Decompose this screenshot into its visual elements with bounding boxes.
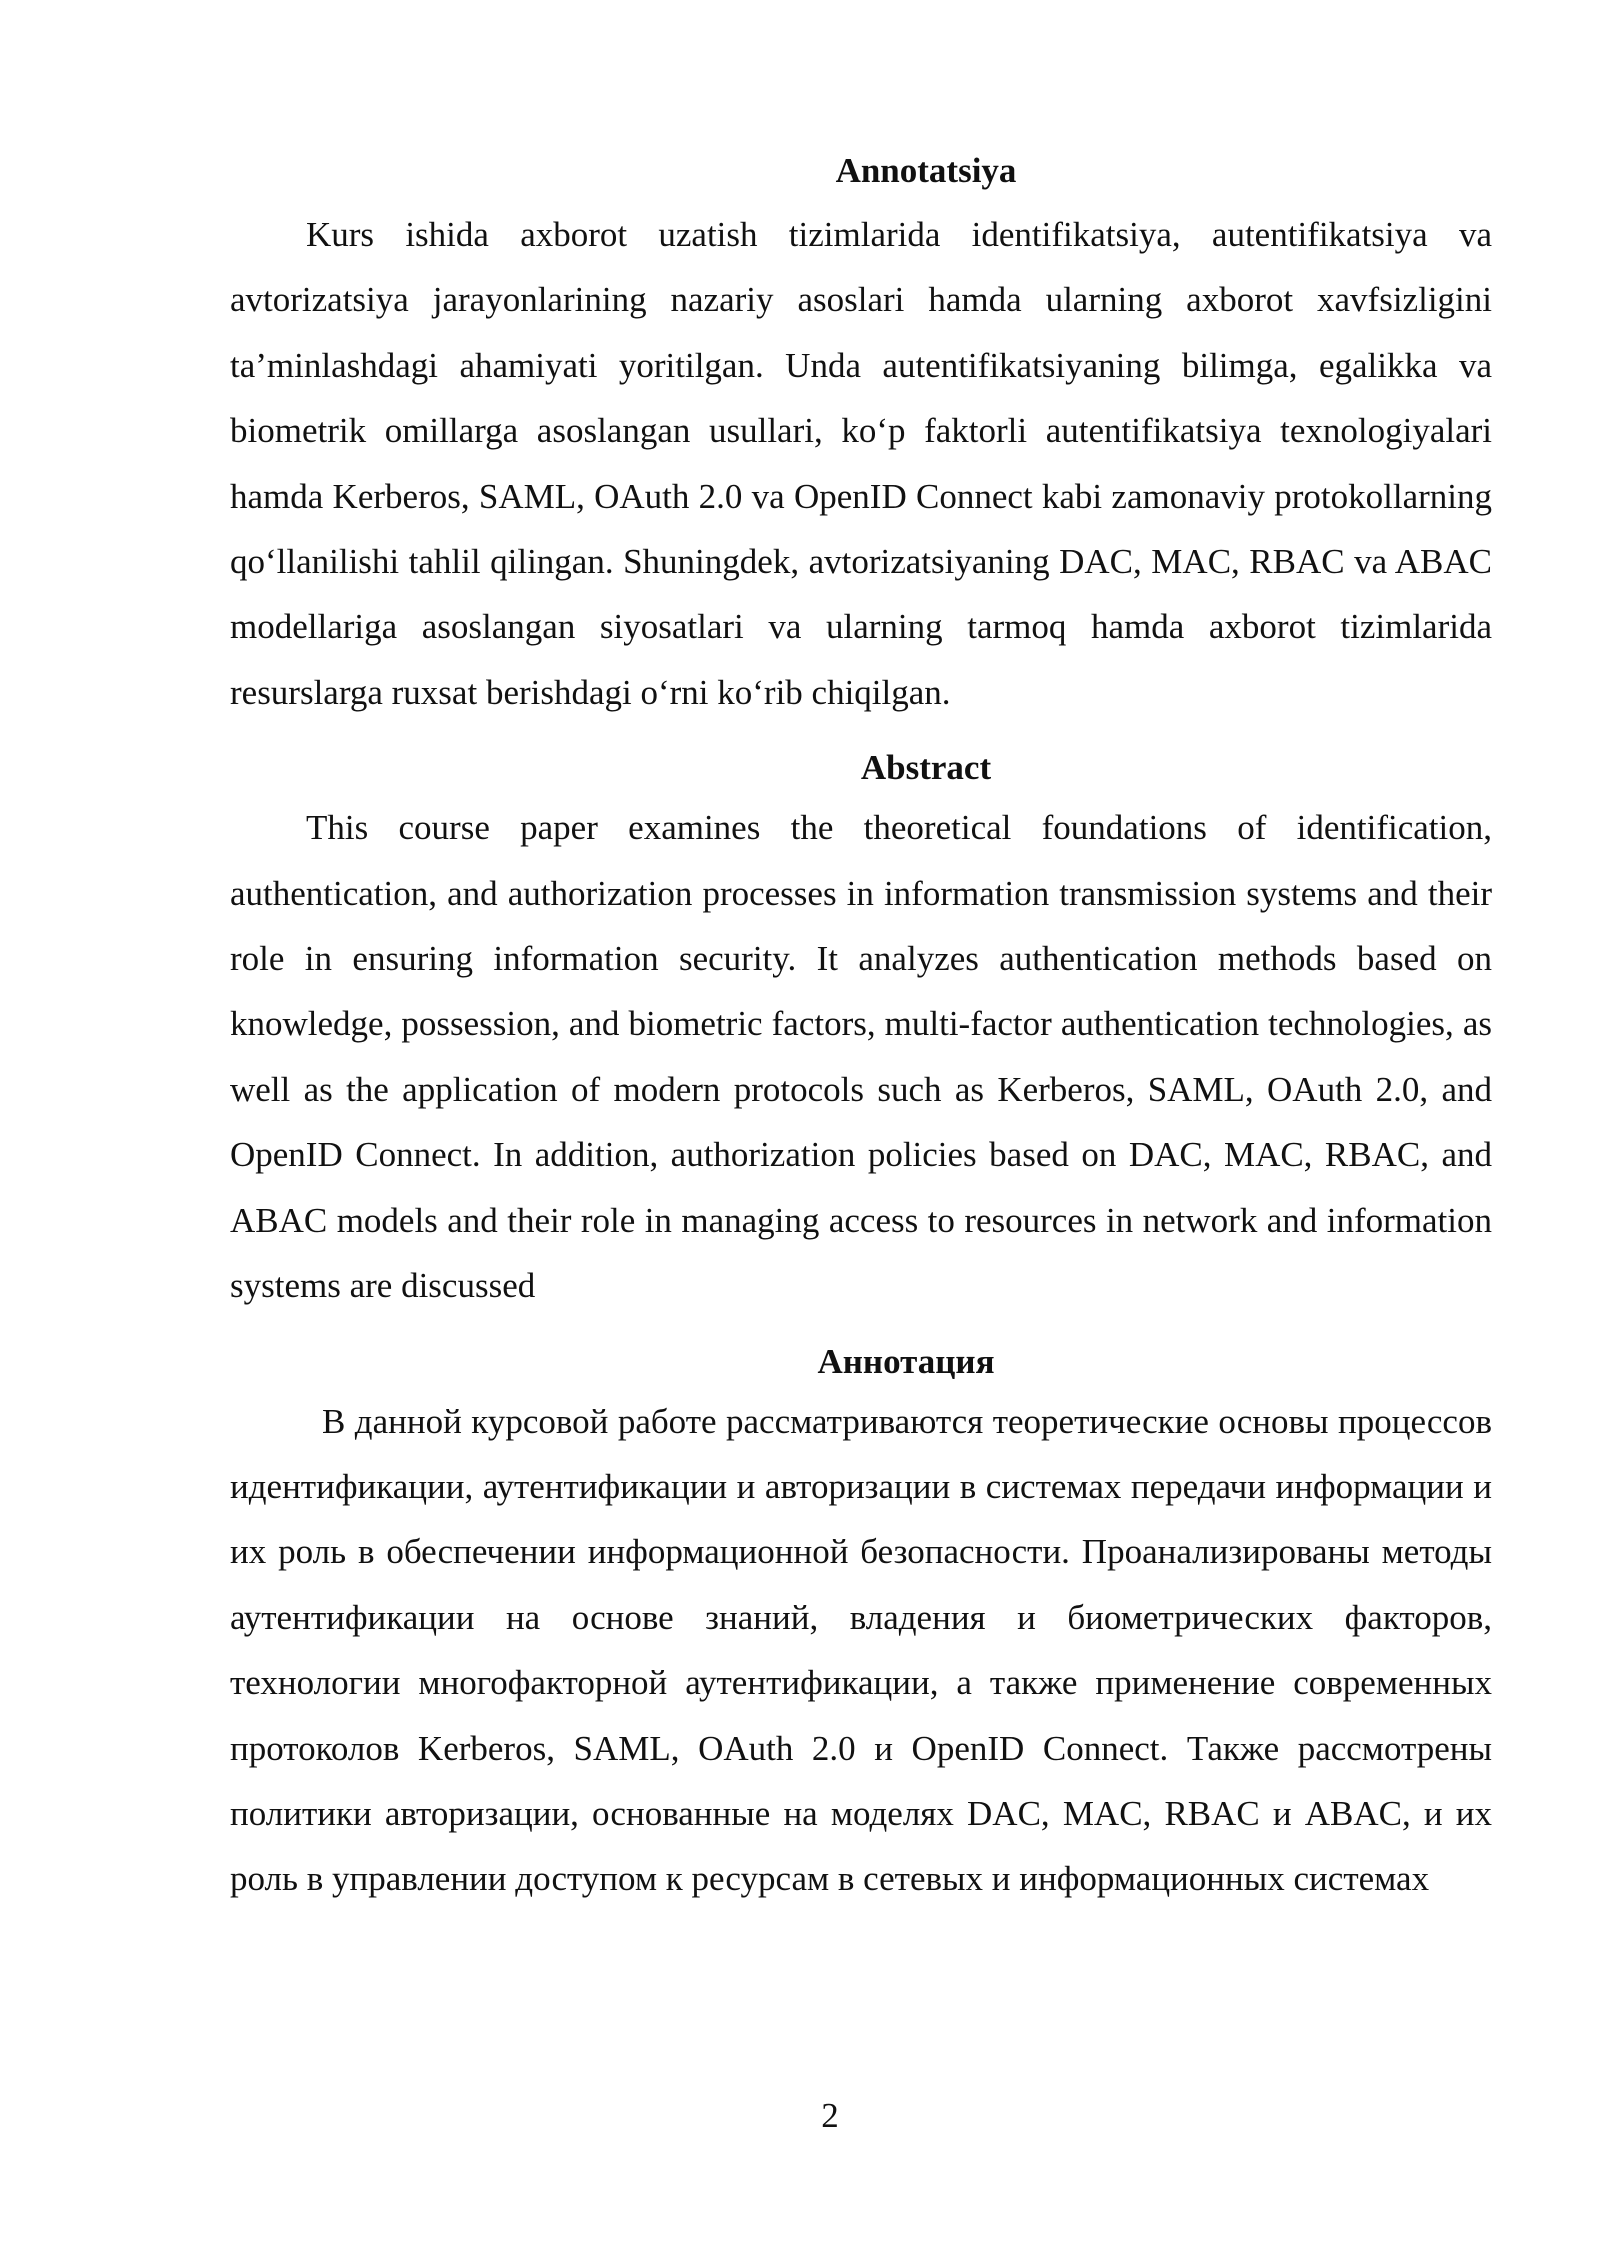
- heading-annotatsiya: Annotatsiya: [835, 151, 1017, 190]
- paragraph-annotatsiya-ru: В данной курсовой работе рассматриваются теоретические основы процессов идентификации, аутентификации и авторизации в системах передачи информации и их роль в обеспечении информационной безопасности. Проанализированы методы аутентификации на основе знаний, владения и биометрических факторов, технологии многофакторной аутентификации, а также применение современных протоколов Kerberos, SAML, OAuth 2.0 и OpenID Connect. Также рассмотрены политики авторизации, основанные на моделях DAC, MAC, RBAC и ABAC, и их роль в управлении доступом к ресурсам в сетевых и информационных системах: [230, 1401, 1492, 1899]
- heading-abstract: Abstract: [860, 748, 992, 788]
- paragraph-abstract-en: This course paper examines the theoretical foundations of identification, authentication, and authorization processes in information transmission systems and their role in ensuring information security. It analyzes authentication methods based on knowledge, possession, and biometric factors, multi-factor authentication technologies, as well as the application of modern protocols such as Kerberos, SAML, OAuth 2.0, and OpenID Connect. In addition, authorization policies based on DAC, MAC, RBAC, and ABAC models and their role in managing access to resources in network and information systems are discussed: [230, 808, 1492, 1306]
- heading-annotatsiya-ru: Аннотация: [817, 1341, 995, 1381]
- page-content: [230, 148, 1492, 1912]
- page-number: 2: [821, 2096, 839, 2135]
- paragraph-annotatsiya-uz: Kurs ishida axborot uzatish tizimlarida identifikatsiya, autentifikatsiya va avtorizatsiya jarayonlarining nazariy asoslari hamda ularning axborot xavfsizligini ta’minlashdagi ahamiyati yoritilgan. Unda autentifikatsiyaning bilimga, egalikka va biometrik omillarga asoslangan usullari, ko‘p faktorli autentifikatsiya texnologiyalari hamda Kerberos, SAML, OAuth 2.0 va OpenID Connect kabi zamonaviy protokollarning qo‘llanilishi tahlil qilingan. Shuningdek, avtorizatsiyaning DAC, MAC, RBAC va ABAC modellariga asoslangan siyosatlari va ularning tarmoq hamda axborot tizimlarida resurslarga ruxsat berishdagi o‘rni ko‘rib chiqilgan.: [230, 215, 1492, 712]
